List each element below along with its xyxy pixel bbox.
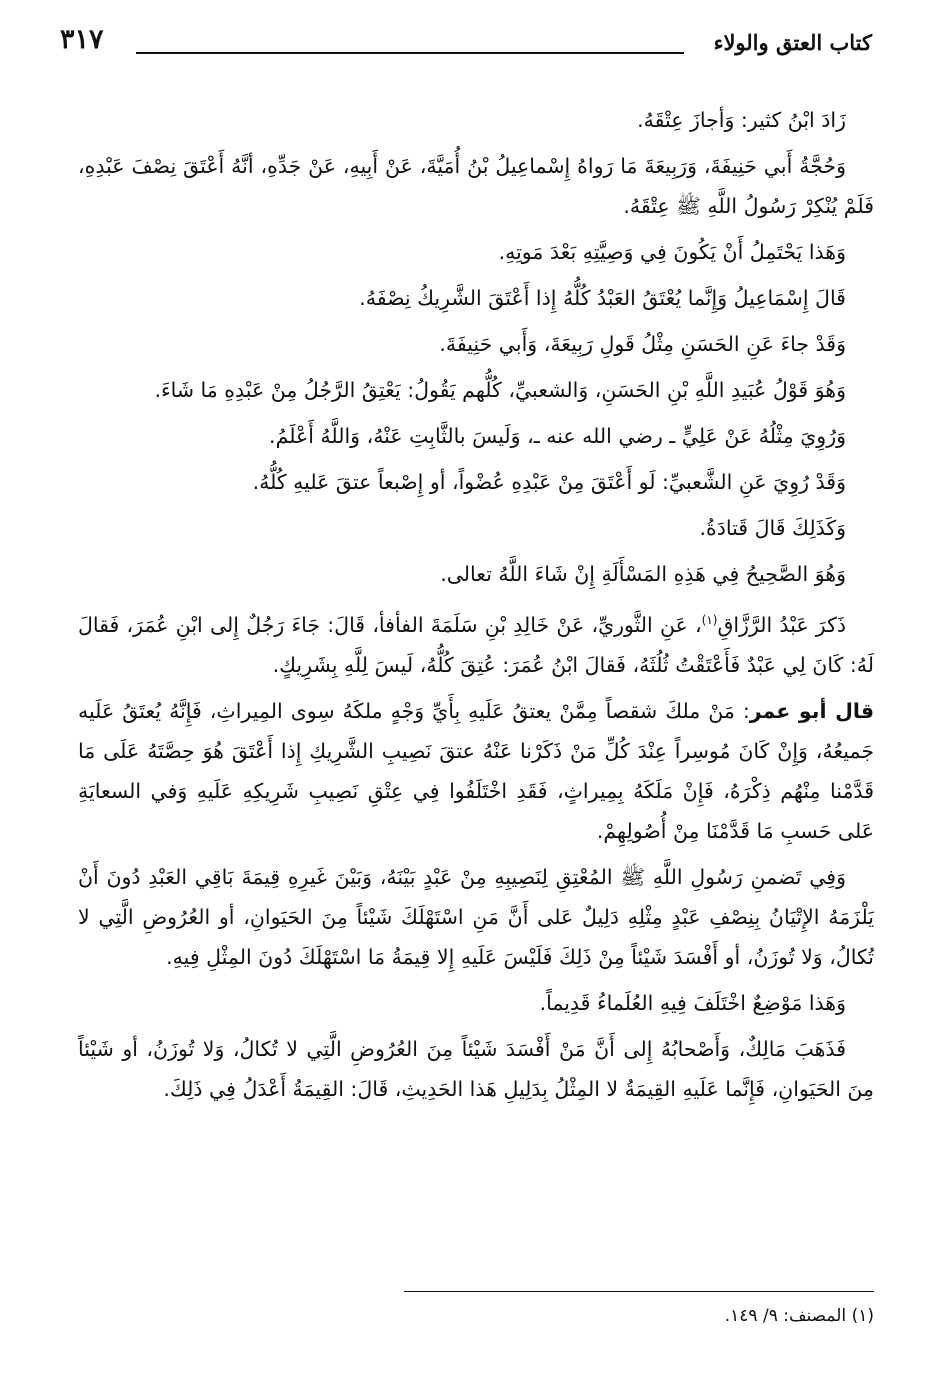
footnote-reference[interactable]: (١): [701, 613, 718, 627]
paragraph-text: : مَنْ ملكَ شقصاً مِمَّنْ يعتقُ عَلَيهِ بِأَيِّ وَجْهٍ ملكَهُ سِوى المِيراثِ، فَإِنَّهُ يُعتَقُ عَلَيه جَميعُهُ، وَإِنْ كَانَ مُوسِراً عِنْدَ كُلِّ مَنْ ذَكَرْنا عَنْهُ عتقَ نَصِيبِ الشَّرِيكِ إِذا أَعْتَقَ هُوَ حِصَّتَهُ عَلَى مَا قَدَّمْنا مِنْهُم ذِكْرَهُ، فَإِنْ مَلَكَهُ بِمِيراثٍ، فَقَدِ اخْتَلَفُوا فِي عِتْقِ نَصِيبِ شَرِيكِهِ عَلَيهِ وَفي السعايَةِ عَلى حَسبِ مَا قَدَّمْنَا مِنْ أُصُولِهِمْ.: [78, 698, 874, 843]
paragraph: فَذَهَبَ مَالِكٌ، وَأَصْحابُهُ إِلى أَنَّ مَنْ أَفْسَدَ شَيْئاً مِنَ العُرُوضِ الَّتِي لا تُكالُ، وَلا تُوزَنُ، أو شَيْئاً مِنَ الحَيَوانِ، فَإِنَّما عَلَيهِ القِيمَةُ لا المِثْلُ بِدَلِيلِ هَذا الحَدِيثِ، قَالَ: القِيمَةُ أَعْدَلُ فِي ذَلِكَ.: [78, 1036, 874, 1101]
paragraph: زَادَ ابْنُ كثير: وَأجازَ عِتْقَهُ.: [637, 108, 846, 132]
footnote-text: المصنف: ٩/ ١٤٩.: [724, 1306, 847, 1326]
paragraph: وَقَدْ رُوِيَ عَنِ الشَّعبيِّ: لَو أَعْتَقَ مِنْ عَبْدِهِ عُضْواً، أو إِصْبعاً عتقَ عَليهِ كُلُّهُ.: [252, 470, 846, 494]
paragraph: وَهُوَ قَوْلُ عُبَيدِ اللَّهِ بْنِ الحَسَنِ، وَالشعبيِّ، كُلُّهم يَقُولُ: يَعْتِقُ الرَّجُلُ مِنْ عَبْدِهِ مَا شَاءَ.: [154, 378, 846, 402]
paragraph-text: ، عَنِ الثَّوريِّ، عَنْ خَالِدِ بْنِ سَلَمَةَ الفأفأ، قَالَ: جَاءَ رَجُلٌ إِلى ابْنِ عُمَرَ، فَقالَ لَهُ: كَانَ لِي عَبْدٌ فَأَعْتَقْتُ ثُلُثَهُ، فَقالَ ابْنُ عُمَرَ: عُتِقَ كُلُّهُ، لَيسَ لِلَّهِ بِشَرِيكٍ.: [78, 612, 874, 677]
paragraph: وَفِي تَضمنِ رَسُولِ اللَّهِ ﷺ المُعْتِقِ لِنَصِيبِهِ مِنْ عَبْدٍ بَيْنَهُ، وَبَيْنَ غَيرِهِ قِيمَةَ بَاقِي العَبْدِ دُونَ أَنْ يَلْزَمَهُ الإِتْيَانُ بِنِصْفِ عَبْدٍ مِثْلِهِ دَلِيلٌ عَلى أَنَّ مَنِ اسْتَهْلَكَ شَيْئاً مِنَ الحَيَوانِ، أو العُرُوضِ الَّتِي لا تُكالُ، وَلا تُوزَنُ، أو أَفْسَدَ شَيْئاً مِنْ ذَلِكَ فَلَيْسَ عَلَيهِ إِلا قِيمَةُ مَا اسْتَهْلَكَ دُونَ المِثْلِ فِيهِ.: [78, 864, 874, 969]
paragraph: وَهَذا مَوْضِعٌ اخْتَلَفَ فِيهِ العُلَماءُ قَدِيماً.: [539, 990, 846, 1015]
paragraph: وَقَدْ جاءَ عَنِ الحَسَنِ مِثْلُ قَولِ رَبِيعَةَ، وَأَبي حَنِيفَةَ.: [439, 332, 846, 356]
paragraph: قَالَ إِسْمَاعِيلُ وَإِنَّما يُعْتَقُ العَبْدُ كُلُّهُ إِذا أَعْتَقَ الشَّرِيكُ نِصْفَهُ.: [359, 286, 846, 310]
body-text: [78, 100, 874, 1115]
commentary-paragraph: [78, 691, 874, 851]
paragraph: وَرُوِيَ مِثْلُهُ عَنْ عَلِيٍّ ـ رضي الله عنه ـ، وَلَيسَ بالثَّابِتِ عَنْهُ، وَاللَّهُ أَعْلَمُ.: [269, 424, 846, 448]
paragraph: وَهَذا يَحْتَمِلُ أَنْ يَكُونَ فِي وَصِيَّتِهِ بَعْدَ مَوتِهِ.: [498, 240, 846, 264]
running-header: [60, 22, 872, 68]
paragraph-with-note: [78, 600, 874, 685]
book-title: كتاب العتق والولاء: [713, 30, 872, 55]
paragraph: وَكَذَلِكَ قَالَ قَتادَةُ.: [699, 516, 846, 540]
page-number: ٣١٧: [60, 24, 104, 55]
footnote-marker: (١): [851, 1306, 874, 1326]
footnote-rule: [404, 1291, 874, 1292]
paragraph: وَهُوَ الصَّحِيحُ فِي هَذِهِ المَسْأَلَةِ إِنْ شَاءَ اللَّهُ تعالى.: [440, 562, 846, 586]
paragraph-text: ذَكرَ عَبْدُ الرَّزَّاقِ: [717, 612, 847, 637]
speaker-label: قال أبو عمر: [749, 698, 875, 723]
header-rule: [136, 52, 684, 54]
footnote: [78, 1306, 874, 1326]
paragraph: وَحُجَّةُ أَبي حَنِيفَةَ، وَرَبِيعَةَ مَا رَواهُ إِسْماعِيلُ بْنُ أُمَيَّةَ، عَنْ أَبِيهِ، عَنْ جَدِّهِ، أنَّهُ أَعْتَقَ نِصْفَ عَبْدِهِ، فَلَمْ يُنْكِرْ رَسُولُ اللَّهِ ﷺ عِتْقَهُ.: [78, 154, 874, 218]
